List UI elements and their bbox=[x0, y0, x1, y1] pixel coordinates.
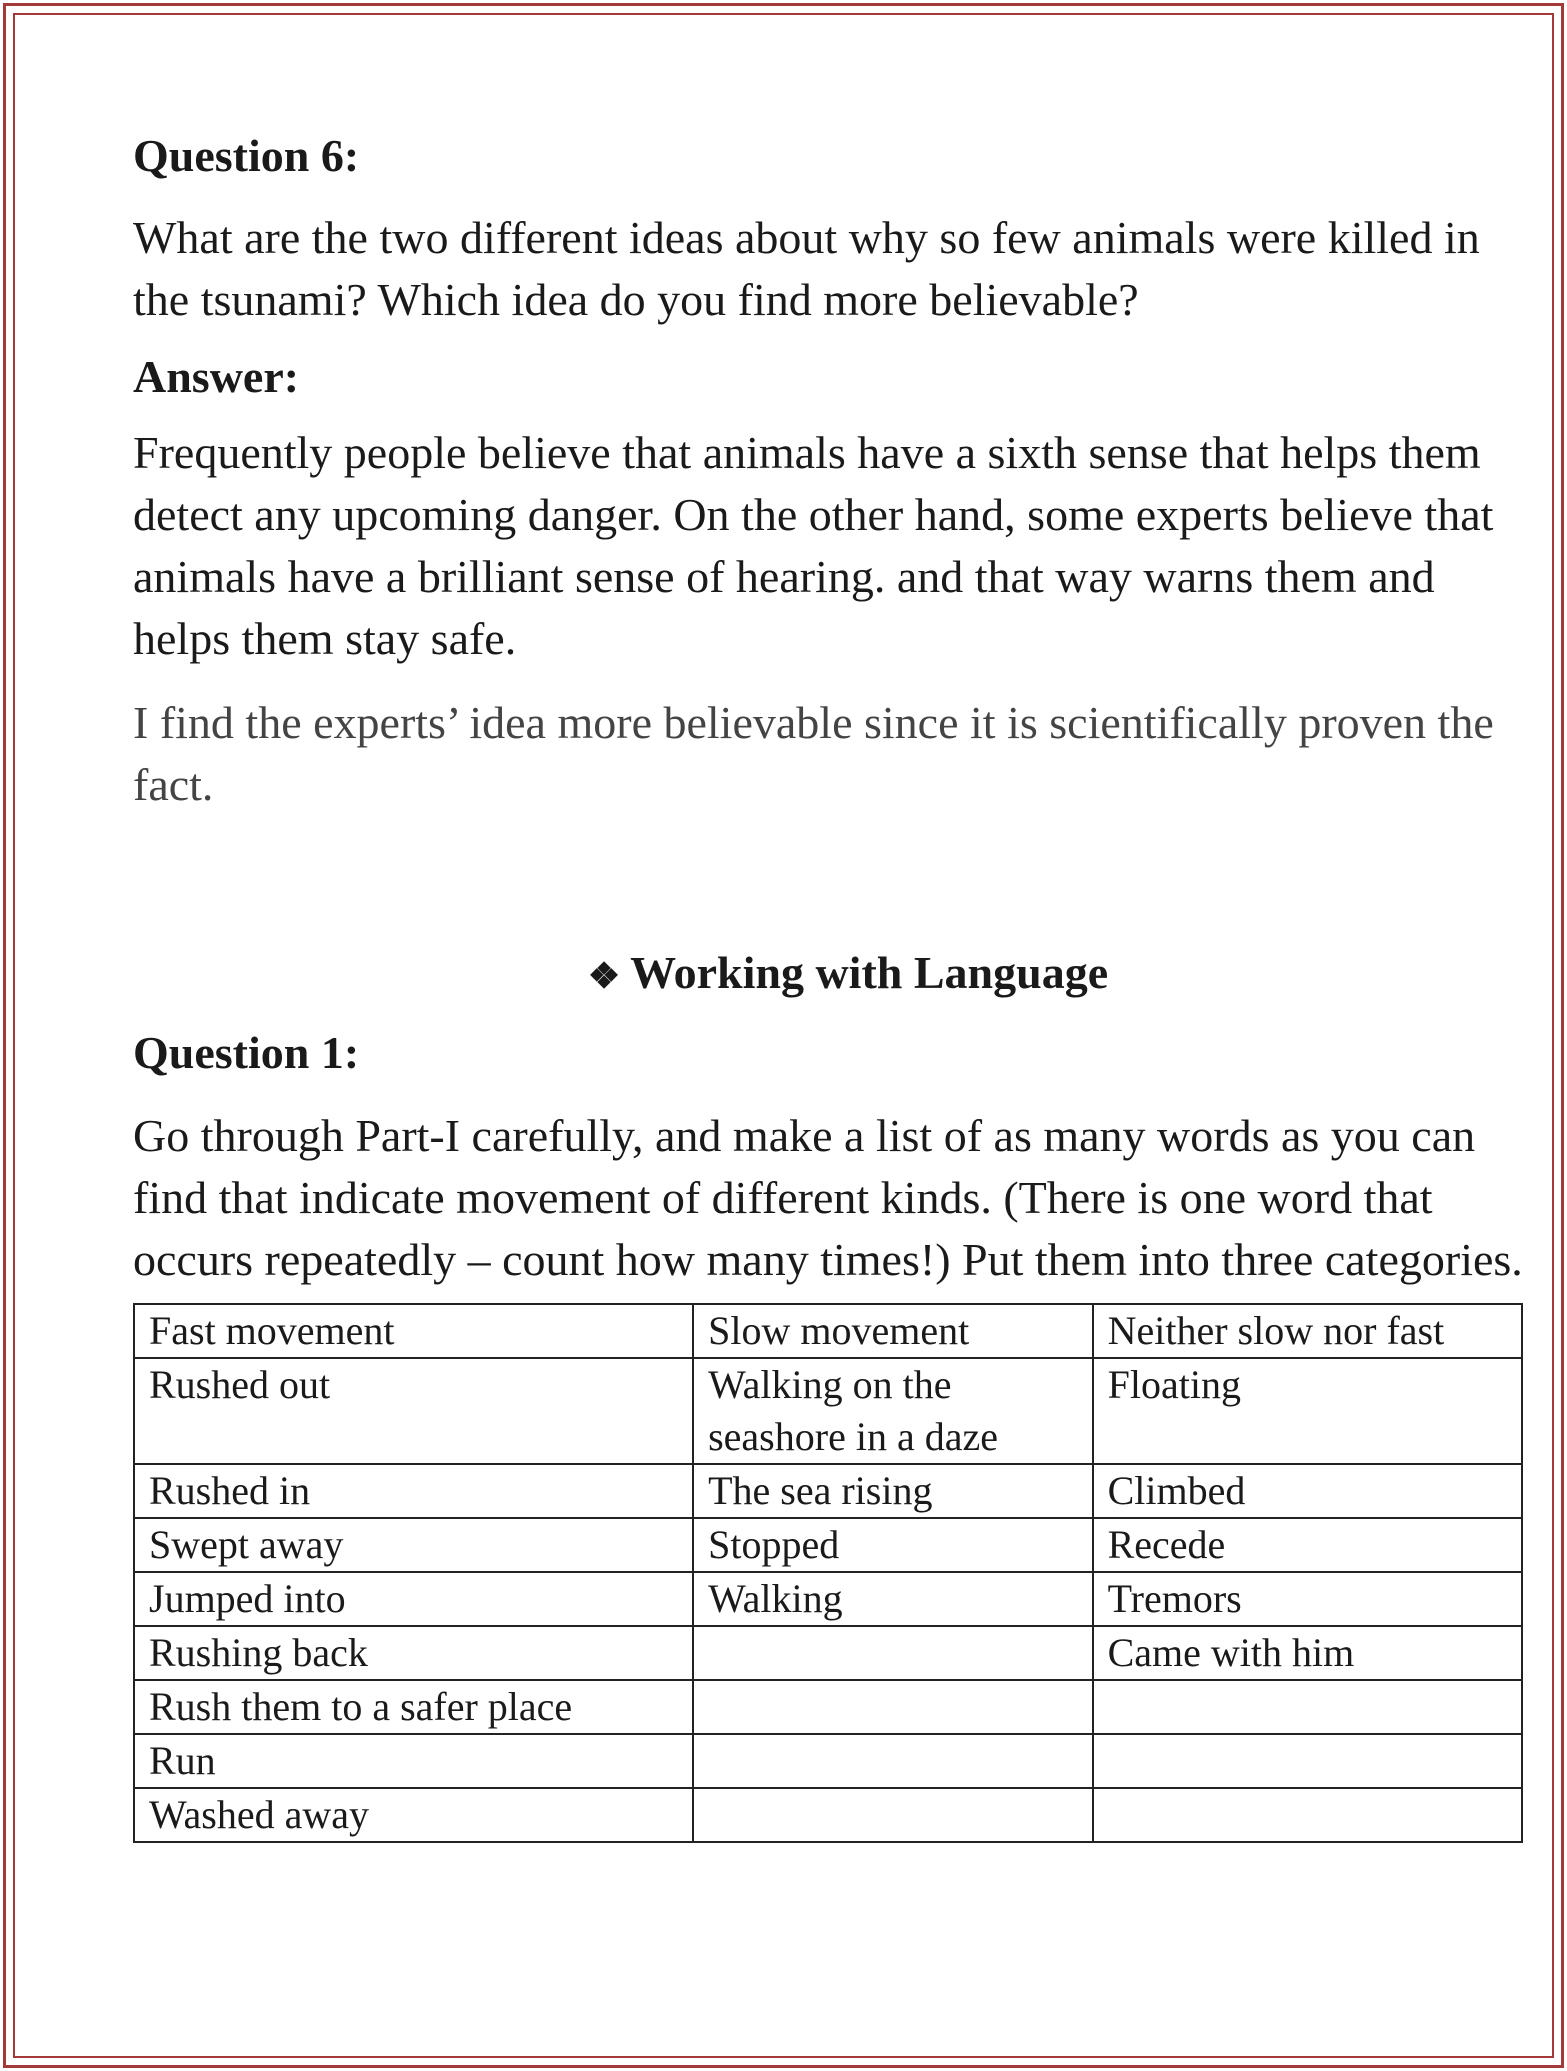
table-cell: Rushed in bbox=[134, 1464, 693, 1518]
table-cell: Jumped into bbox=[134, 1572, 693, 1626]
table-cell bbox=[693, 1734, 1093, 1788]
table-cell: Recede bbox=[1093, 1518, 1522, 1572]
table-cell: Run bbox=[134, 1734, 693, 1788]
table-row bbox=[134, 1518, 1522, 1572]
question-6-text: What are the two different ideas about why so few animals were killed in the tsunami? Which idea do you find more believable? bbox=[133, 212, 1480, 326]
section-title bbox=[133, 946, 1523, 999]
question-1-text: Go through Part-I carefully, and make a list of as many words as you can find that indicate movement of different kinds. (There is one word that occurs repeatedly – count how many times!) Put them into three categories. bbox=[133, 1109, 1523, 1285]
table-header-row bbox=[134, 1304, 1522, 1358]
question-1-heading: Question 1: bbox=[133, 1027, 360, 1079]
page-content bbox=[133, 128, 1523, 1843]
table-cell bbox=[1093, 1788, 1522, 1842]
table-row bbox=[134, 1626, 1522, 1680]
table-cell: Walking bbox=[693, 1572, 1093, 1626]
table-cell bbox=[693, 1680, 1093, 1734]
table-cell: Tremors bbox=[1093, 1572, 1522, 1626]
diamond-bullet-icon: ❖ bbox=[587, 956, 621, 997]
table-cell bbox=[1093, 1734, 1522, 1788]
table-cell: Came with him bbox=[1093, 1626, 1522, 1680]
table-header-cell: Fast movement bbox=[134, 1304, 693, 1358]
table-cell: Rushing back bbox=[134, 1626, 693, 1680]
table-cell: Rush them to a safer place bbox=[134, 1680, 693, 1734]
section-title-text: Working with Language bbox=[630, 947, 1109, 999]
movement-table bbox=[133, 1303, 1523, 1843]
table-header-cell: Neither slow nor fast bbox=[1093, 1304, 1522, 1358]
table-cell: Swept away bbox=[134, 1518, 693, 1572]
table-cell bbox=[693, 1626, 1093, 1680]
answer-paragraph-1: Frequently people believe that animals have a sixth sense that helps them detect any upcoming danger. On the other hand, some experts believe that animals have a brilliant sense of hearing. and that way warns them and helps them stay safe. bbox=[133, 427, 1494, 665]
table-cell: Washed away bbox=[134, 1788, 693, 1842]
table-cell bbox=[693, 1788, 1093, 1842]
table-row bbox=[134, 1680, 1522, 1734]
table-cell: Rushed out bbox=[134, 1358, 693, 1464]
answer-label: Answer: bbox=[133, 351, 300, 403]
table-cell: Floating bbox=[1093, 1358, 1522, 1464]
table-row bbox=[134, 1734, 1522, 1788]
table-cell: The sea rising bbox=[693, 1464, 1093, 1518]
question-6-heading: Question 6: bbox=[133, 130, 360, 181]
table-cell bbox=[1093, 1680, 1522, 1734]
table-row bbox=[134, 1464, 1522, 1518]
table-row bbox=[134, 1572, 1522, 1626]
table-cell: Climbed bbox=[1093, 1464, 1522, 1518]
table-header-cell: Slow movement bbox=[693, 1304, 1093, 1358]
table-cell: Stopped bbox=[693, 1518, 1093, 1572]
answer-paragraph-2: I find the experts’ idea more believable since it is scientifically proven the fact. bbox=[133, 697, 1494, 811]
table-row bbox=[134, 1358, 1522, 1464]
table-row bbox=[134, 1788, 1522, 1842]
table-cell: Walking on the seashore in a daze bbox=[693, 1358, 1093, 1464]
